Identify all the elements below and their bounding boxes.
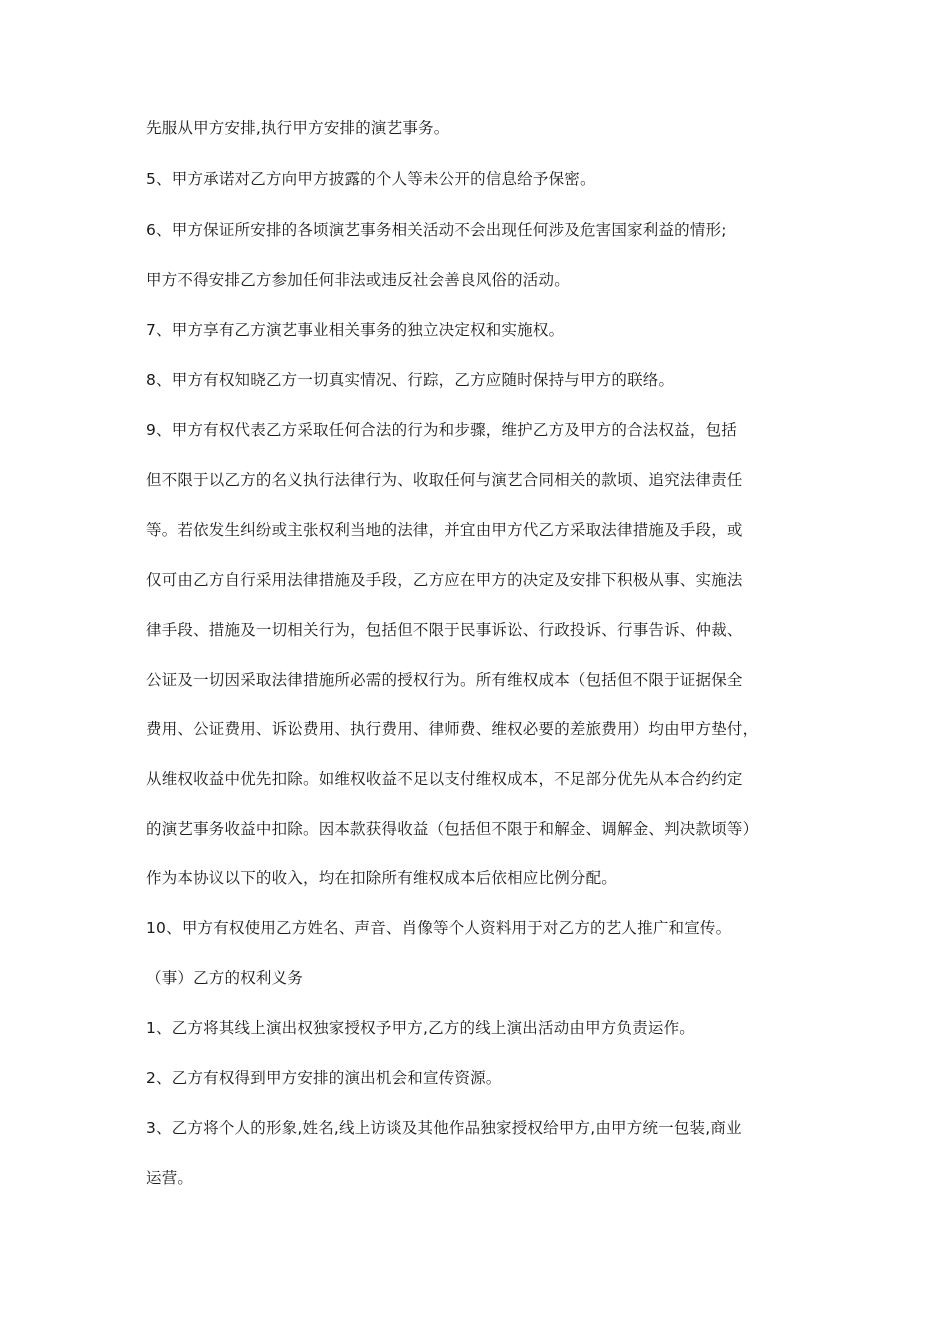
text-line: 费用、公证费用、诉讼费用、执行费用、律师费、维权必要的差旅费用）均由甲方垫付， [146, 720, 759, 738]
text-line: 2、乙方有权得到甲方安排的演出机会和宣传资源。 [146, 1069, 502, 1087]
text-line: 运营。 [146, 1169, 194, 1187]
text-line: 仅可由乙方自行采用法律措施及手段，乙方应在甲方的决定及安排下积极从事、实施法 [146, 571, 743, 589]
text-line: 公证及一切因采取法律措施所必需的授权行为。所有维权成本（包括但不限于证据保全 [146, 671, 743, 689]
text-line: 先服从甲方安排,执行甲方安排的演艺事务。 [146, 119, 450, 137]
text-line: 的演艺事务收益中扣除。因本款获得收益（包括但不限于和解金、调解金、判决款顷等） [146, 820, 759, 838]
text-line: 9、甲方有权代表乙方采取任何合法的行为和步骤，维护乙方及甲方的合法权益，包括 [146, 421, 737, 439]
text-line: 5、甲方承诺对乙方向甲方披露的个人等未公开的信息给予保密。 [146, 170, 596, 188]
text-line: 7、甲方享有乙方演艺事业相关事务的独立决定权和实施权。 [146, 321, 565, 339]
section-heading: （事）乙方的权利义务 [146, 969, 304, 987]
text-line: 甲方不得安排乙方参加任何非法或违反社会善良风俗的活动。 [146, 271, 570, 289]
text-line: 从维权收益中优先扣除。如维权收益不足以支付维权成本，不足部分优先从本合约约定 [146, 770, 743, 788]
text-line: 但不限于以乙方的名义执行法律行为、收取任何与演艺合同相关的款顷、追究法律责任 [146, 471, 743, 489]
text-line: 1、乙方将其线上演出权独家授权予甲方,乙方的线上演出活动由甲方负责运作。 [146, 1019, 695, 1037]
text-line: 作为本协议以下的收入，均在扣除所有维权成本后依相应比例分配。 [146, 869, 618, 887]
text-line: 10、甲方有权使用乙方姓名、声音、肖像等个人资料用于对乙方的艺人推广和宣传。 [146, 919, 732, 937]
text-line: 8、甲方有权知晓乙方一切真实情况、行踪，乙方应随时保持与甲方的联络。 [146, 371, 675, 389]
text-line: 律手段、措施及一切相关行为，包括但不限于民事诉讼、行政投诉、行事告诉、仲裁、 [146, 621, 743, 639]
text-line: 3、乙方将个人的形象,姓名,线上访谈及其他作品独家授权给甲方,由甲方统一包装,商业 [146, 1119, 742, 1137]
text-line: 等。若依发生纠纷或主张权利当地的法律，并宜由甲方代乙方采取法律措施及手段，或 [146, 521, 743, 539]
text-line: 6、甲方保证所安排的各顷演艺事务相关活动不会出现任何涉及危害国家利益的情形; [146, 221, 727, 239]
